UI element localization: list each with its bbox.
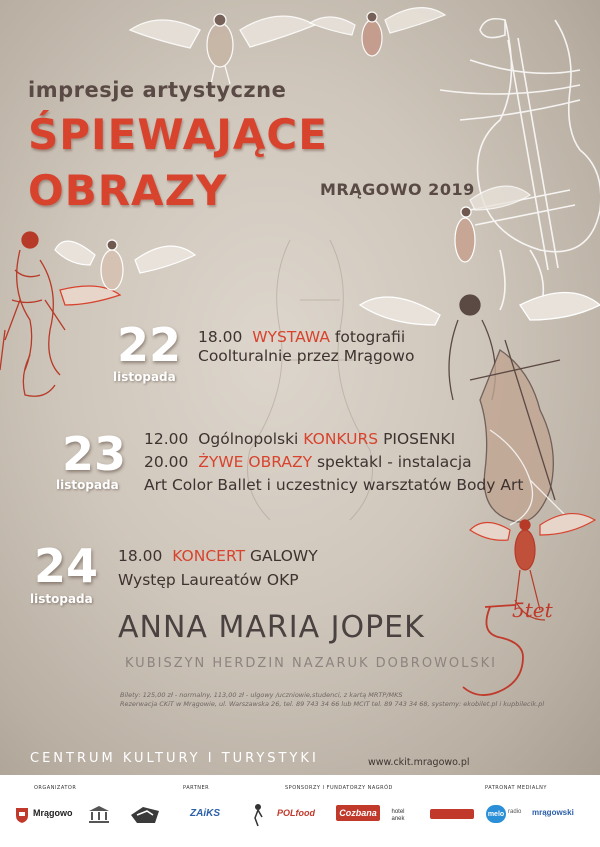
hotel-logo: hotel anek	[391, 809, 405, 822]
band-members: KUBISZYN HERDZIN NAZARUK DOBROWOLSKI	[125, 656, 498, 671]
event-line: 18.00 KONCERT GALOWY	[118, 547, 318, 565]
zaiks-logo: ZAiKS	[190, 808, 220, 819]
event-line: 20.00 ŻYWE OBRAZY spektakl - instalacja	[144, 453, 472, 471]
melo-logo: melo	[486, 805, 506, 823]
mragowo-logo-text: Mrągowo	[33, 808, 73, 818]
library-logo-icon	[86, 804, 112, 826]
website-link[interactable]: www.ckit.mragowo.pl	[368, 757, 470, 768]
day-number: 23	[62, 427, 127, 481]
red-angel-illustration	[0, 232, 120, 396]
event-line: 18.00 WYSTAWA fotografii	[198, 328, 406, 346]
organizer-name: CENTRUM KULTURY I TURYSTYKI	[30, 751, 319, 766]
day-23-block	[62, 427, 127, 481]
dancer-logo-icon	[250, 803, 266, 827]
day-month: listopada	[30, 592, 93, 606]
poster-title-line-1: ŚPIEWAJĄCE	[28, 110, 328, 159]
ckit-logo-icon	[128, 805, 162, 825]
cozbana-logo: Cozbana	[336, 805, 380, 821]
quintet-label: 5tet	[512, 598, 553, 622]
sponsors-footer	[0, 775, 600, 847]
cello-sketch-white	[440, 19, 600, 310]
category-label: PARTNER	[183, 785, 210, 791]
ticket-prices: Bilety: 125,00 zł - normalny, 113,00 zł - ulgowy /uczniowie,studenci, z kartą MRTP/MKS	[120, 691, 403, 699]
angel-illustration	[310, 8, 445, 56]
poster-subtitle: impresje artystyczne	[28, 78, 287, 102]
category-label: ORGANIZATOR	[34, 785, 77, 791]
ticket-reservation: Rezerwacja CKiT w Mrągowie, ul. Warszawska 26, tel. 89 743 34 66 lub MCIT tel. 89 743 34 68, systemy: ekobilet.pl i kupbilecik.pl	[120, 700, 545, 708]
event-line: Art Color Ballet i uczestnicy warsztatów Body Art	[144, 476, 524, 494]
day-22-block	[117, 318, 182, 372]
poster-title-line-2: OBRAZY	[28, 166, 228, 215]
headline-artist: ANNA MARIA JOPEK	[118, 610, 425, 645]
category-label: PATRONAT MEDIALNY	[485, 785, 547, 791]
day-24-block	[34, 539, 99, 593]
mragowo-crest-icon	[14, 807, 30, 823]
event-line: 12.00 Ogólnopolski KONKURS PIOSENKI	[144, 430, 456, 448]
event-line: Coolturalnie przez Mrągowo	[198, 347, 415, 365]
angel-illustration	[130, 14, 315, 84]
city-year: MRĄGOWO 2019	[320, 180, 475, 199]
category-label: SPONSORZY I FUNDATORZY NAGRÓD	[285, 785, 393, 791]
polfood-logo: POLfood	[277, 808, 315, 818]
day-number: 24	[34, 539, 99, 593]
day-month: listopada	[56, 478, 119, 492]
media-logo-red-icon	[430, 809, 474, 819]
day-number: 22	[117, 318, 182, 372]
radio-label: radio	[508, 809, 522, 815]
angel-illustration	[55, 240, 195, 290]
mragowski-logo: mrągowski	[532, 808, 574, 817]
event-line: Występ Laureatów OKP	[118, 571, 299, 589]
day-month: listopada	[113, 370, 176, 384]
